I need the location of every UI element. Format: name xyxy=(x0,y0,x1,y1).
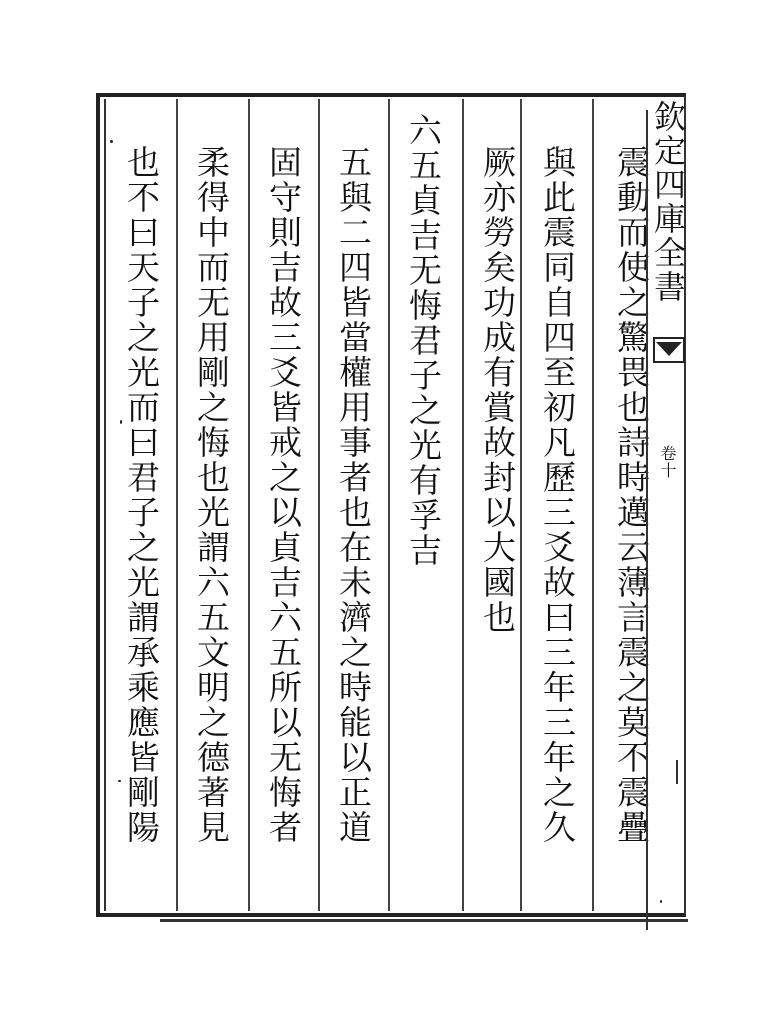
page-border xyxy=(96,93,686,917)
page-frame xyxy=(96,93,688,919)
paper-speck xyxy=(118,780,121,782)
text-column-3: 厥亦勞矣功成有賞故封以大國也 xyxy=(478,145,517,635)
paper-speck xyxy=(660,900,662,903)
text-column-6: 固守則吉故三爻皆戒之以貞吉六五所以无悔者 xyxy=(264,145,303,845)
column-rule xyxy=(176,99,178,911)
column-rule xyxy=(248,99,250,911)
text-column-5: 五與二四皆當權用事者也在未濟之時能以正道 xyxy=(334,145,373,845)
inner-border-line xyxy=(104,99,106,911)
text-column-8: 也不曰天子之光而曰君子之光謂承乘應皆剛陽 xyxy=(122,145,161,845)
text-column-2: 與此震同自四至初凡歷三爻故曰三年三年之久 xyxy=(538,145,577,845)
volume-label: 卷十 xyxy=(658,445,677,479)
book-title: 欽定四庫全書 xyxy=(649,100,687,304)
text-column-1: 震動而使之驚畏也詩時邁云薄言震之莫不震疊 xyxy=(612,145,651,845)
column-rule xyxy=(388,99,390,911)
bottom-border xyxy=(160,919,688,922)
paper-speck xyxy=(110,140,113,143)
paper-speck xyxy=(120,420,122,424)
column-rule xyxy=(462,99,464,911)
text-column-7: 柔得中而无用剛之悔也光謂六五文明之德著見 xyxy=(192,145,231,845)
column-rule xyxy=(520,99,522,911)
column-rule xyxy=(318,99,320,911)
text-column-4: 六五貞吉无悔君子之光有孚吉 xyxy=(404,113,443,568)
fish-tail-mark-icon xyxy=(652,336,686,364)
page-number-mark xyxy=(672,760,682,784)
column-rule xyxy=(592,99,594,911)
